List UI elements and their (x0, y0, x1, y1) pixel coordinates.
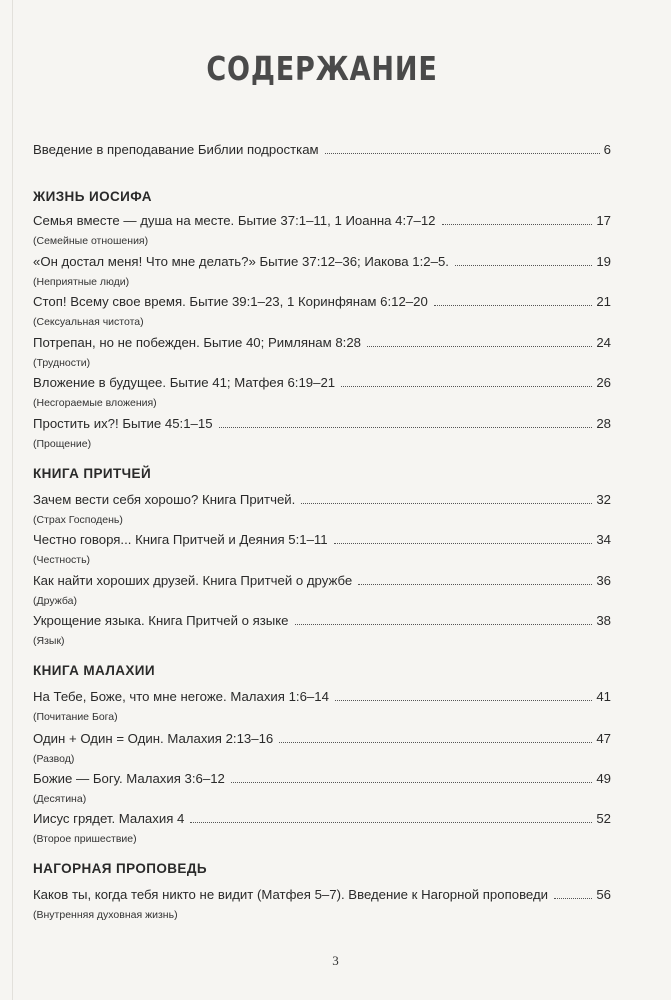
leader-dots (367, 346, 592, 347)
entry-title: Честно говоря... Книга Притчей и Деяния 5:1–11 (33, 532, 328, 547)
entry-title: Укрощение языка. Книга Притчей о языке (33, 613, 289, 628)
entry-topic: (Десятина) (33, 793, 87, 805)
toc-entry[interactable] (33, 689, 611, 707)
leader-dots (231, 782, 592, 783)
entry-page: 38 (596, 613, 611, 628)
entry-page: 21 (596, 294, 611, 309)
toc-entry[interactable] (33, 254, 611, 272)
page-edge (12, 0, 13, 1000)
entry-page: 26 (596, 375, 611, 390)
leader-dots (190, 822, 592, 823)
leader-dots (341, 386, 592, 387)
leader-dots (442, 224, 593, 225)
toc-entry[interactable] (33, 811, 611, 829)
entry-page: 19 (596, 254, 611, 269)
entry-page: 52 (596, 811, 611, 826)
entry-page: 41 (596, 689, 611, 704)
entry-page: 34 (596, 532, 611, 547)
entry-page: 47 (596, 731, 611, 746)
entry-title: Божие — Богу. Малахия 3:6–12 (33, 771, 225, 786)
leader-dots (335, 700, 592, 701)
leader-dots (295, 624, 593, 625)
entry-topic: (Сексуальная чистота) (33, 316, 144, 328)
entry-page: 6 (603, 142, 611, 157)
toc-entry[interactable] (33, 887, 611, 905)
entry-topic: (Язык) (33, 635, 65, 647)
entry-title: Простить их?! Бытие 45:1–15 (33, 416, 213, 431)
entry-title: Зачем вести себя хорошо? Книга Притчей. (33, 492, 296, 507)
toc-entry[interactable] (33, 532, 611, 550)
toc-entry[interactable] (33, 335, 611, 353)
leader-dots (219, 427, 593, 428)
entry-topic: (Семейные отношения) (33, 235, 149, 247)
entry-topic: (Неприятные люди) (33, 276, 130, 288)
leader-dots (455, 265, 592, 266)
leader-dots (301, 503, 592, 504)
toc-entry[interactable] (33, 492, 611, 510)
section-heading: КНИГА ПРИТЧЕЙ (33, 466, 152, 481)
entry-title: Один + Один = Один. Малахия 2:13–16 (33, 731, 274, 746)
section-heading: НАГОРНАЯ ПРОПОВЕДЬ (33, 861, 207, 876)
toc-entry[interactable] (33, 771, 611, 789)
entry-title: Семья вместе — душа на месте. Бытие 37:1–11, 1 Иоанна 4:7–12 (33, 213, 436, 228)
entry-title: Иисус грядет. Малахия 4 (33, 811, 185, 826)
toc-entry[interactable] (33, 731, 611, 749)
entry-page: 28 (596, 416, 611, 431)
entry-page: 36 (596, 573, 611, 588)
entry-title: «Он достал меня! Что мне делать?» Бытие 37:12–36; Иакова 1:2–5. (33, 254, 449, 269)
entry-title: Потрепан, но не побежден. Бытие 40; Римлянам 8:28 (33, 335, 362, 350)
leader-dots (554, 898, 592, 899)
entry-topic: (Несгораемые вложения) (33, 397, 157, 409)
toc-entry[interactable] (33, 573, 611, 591)
toc-entry-intro[interactable] (33, 142, 611, 160)
toc-page (33, 0, 611, 1000)
entry-title: Каков ты, когда тебя никто не видит (Матфея 5–7). Введение к Нагорной проповеди (33, 887, 549, 902)
section-heading: ЖИЗНЬ ИОСИФА (33, 189, 152, 204)
section-heading: КНИГА МАЛАХИИ (33, 663, 155, 678)
leader-dots (358, 584, 592, 585)
entry-topic: (Прощение) (33, 438, 92, 450)
entry-topic: (Почитание Бога) (33, 711, 118, 723)
entry-page: 49 (596, 771, 611, 786)
entry-topic: (Честность) (33, 554, 91, 566)
entry-topic: (Страх Господень) (33, 514, 123, 526)
leader-dots (325, 153, 600, 154)
leader-dots (279, 742, 592, 743)
entry-title: Стоп! Всему свое время. Бытие 39:1–23, 1 Коринфянам 6:12–20 (33, 294, 428, 309)
toc-entry[interactable] (33, 213, 611, 231)
toc-entry[interactable] (33, 375, 611, 393)
leader-dots (334, 543, 593, 544)
toc-entry[interactable] (33, 294, 611, 312)
entry-title: Вложение в будущее. Бытие 41; Матфея 6:19–21 (33, 375, 336, 390)
toc-entry[interactable] (33, 613, 611, 631)
entry-topic: (Развод) (33, 753, 75, 765)
page-number: 3 (332, 953, 339, 968)
page-title: СОДЕРЖАНИЕ (206, 49, 438, 88)
entry-topic: (Второе пришествие) (33, 833, 137, 845)
entry-page: 24 (596, 335, 611, 350)
entry-page: 17 (596, 213, 611, 228)
entry-topic: (Дружба) (33, 595, 77, 607)
entry-page: 56 (596, 887, 611, 902)
leader-dots (434, 305, 593, 306)
entry-topic: (Внутренняя духовная жизнь) (33, 909, 178, 921)
entry-topic: (Трудности) (33, 357, 91, 369)
entry-title: На Тебе, Боже, что мне негоже. Малахия 1:6–14 (33, 689, 329, 704)
entry-title: Введение в преподавание Библии подросткам (33, 142, 319, 157)
entry-title: Как найти хороших друзей. Книга Притчей о дружбе (33, 573, 353, 588)
toc-entry[interactable] (33, 416, 611, 434)
entry-page: 32 (596, 492, 611, 507)
